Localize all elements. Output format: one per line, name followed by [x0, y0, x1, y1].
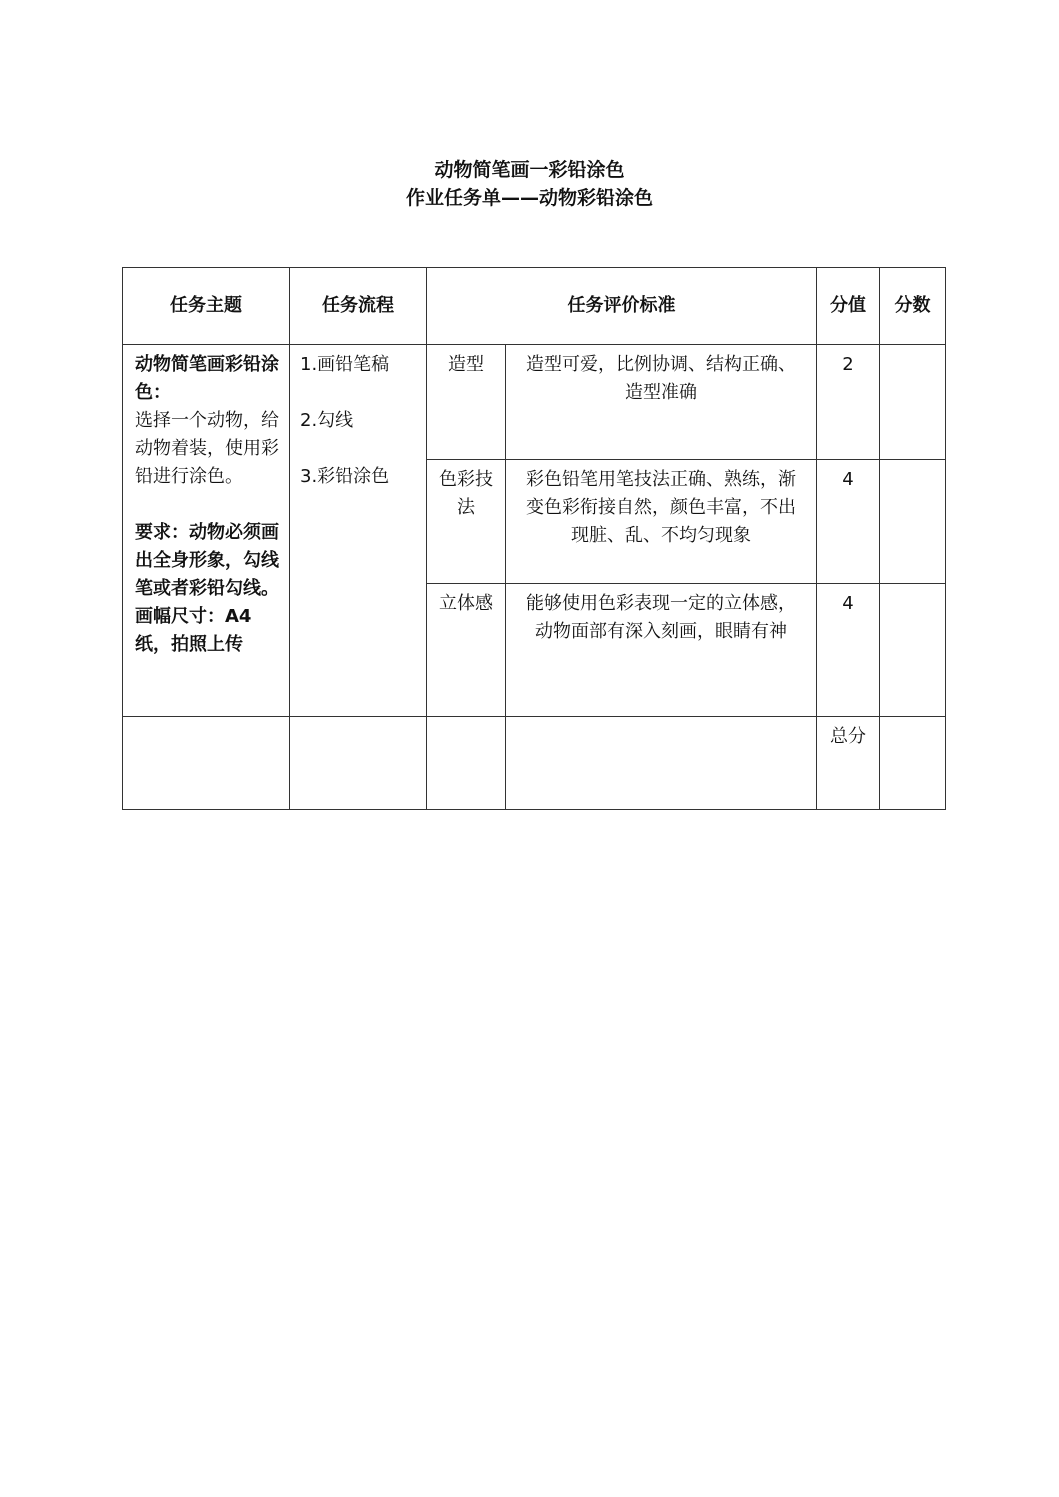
empty-cell — [427, 717, 506, 810]
table-header-row — [123, 268, 946, 345]
criteria-item: 造型 — [427, 345, 506, 460]
criteria-item: 色彩技法 — [427, 460, 506, 584]
header-criteria: 任务评价标准 — [427, 268, 817, 345]
topic-requirement: 要求：动物必须画出全身形象，勾线笔或者彩铅勾线。画幅尺寸：A4纸，拍照上传 — [135, 522, 279, 655]
topic-heading: 动物简笔画彩铅涂色： — [135, 354, 279, 403]
document-title: 动物简笔画一彩铅涂色 — [434, 159, 625, 181]
process-cell — [290, 345, 427, 717]
empty-cell — [123, 717, 290, 810]
header-score: 分数 — [880, 268, 946, 345]
criteria-description: 能够使用色彩表现一定的立体感，动物面部有深入刻画，眼睛有神 — [506, 584, 817, 717]
criteria-points: 4 — [817, 584, 880, 717]
empty-cell — [506, 717, 817, 810]
total-label: 总分 — [817, 717, 880, 810]
header-topic: 任务主题 — [123, 268, 290, 345]
score-cell[interactable] — [880, 345, 946, 460]
empty-cell — [290, 717, 427, 810]
topic-cell — [123, 345, 290, 717]
process-step: 1.画铅笔稿 — [300, 354, 390, 375]
criteria-points: 4 — [817, 460, 880, 584]
table-total-row — [123, 717, 946, 810]
table-row — [123, 345, 946, 460]
criteria-points: 2 — [817, 345, 880, 460]
header-process: 任务流程 — [290, 268, 427, 345]
process-step: 2.勾线 — [300, 410, 354, 431]
total-score-cell[interactable] — [880, 717, 946, 810]
header-points: 分值 — [817, 268, 880, 345]
criteria-item: 立体感 — [427, 584, 506, 717]
criteria-description: 彩色铅笔用笔技法正确、熟练，渐变色彩衔接自然，颜色丰富，不出现脏、乱、不均匀现象 — [506, 460, 817, 584]
score-cell[interactable] — [880, 584, 946, 717]
document-subtitle: 作业任务单——动物彩铅涂色 — [405, 187, 653, 209]
score-cell[interactable] — [880, 460, 946, 584]
topic-description: 选择一个动物，给动物着装，使用彩铅进行涂色。 — [135, 410, 279, 487]
process-step: 3.彩铅涂色 — [300, 466, 390, 487]
criteria-description: 造型可爱，比例协调、结构正确、造型准确 — [506, 345, 817, 460]
task-table — [122, 267, 946, 810]
